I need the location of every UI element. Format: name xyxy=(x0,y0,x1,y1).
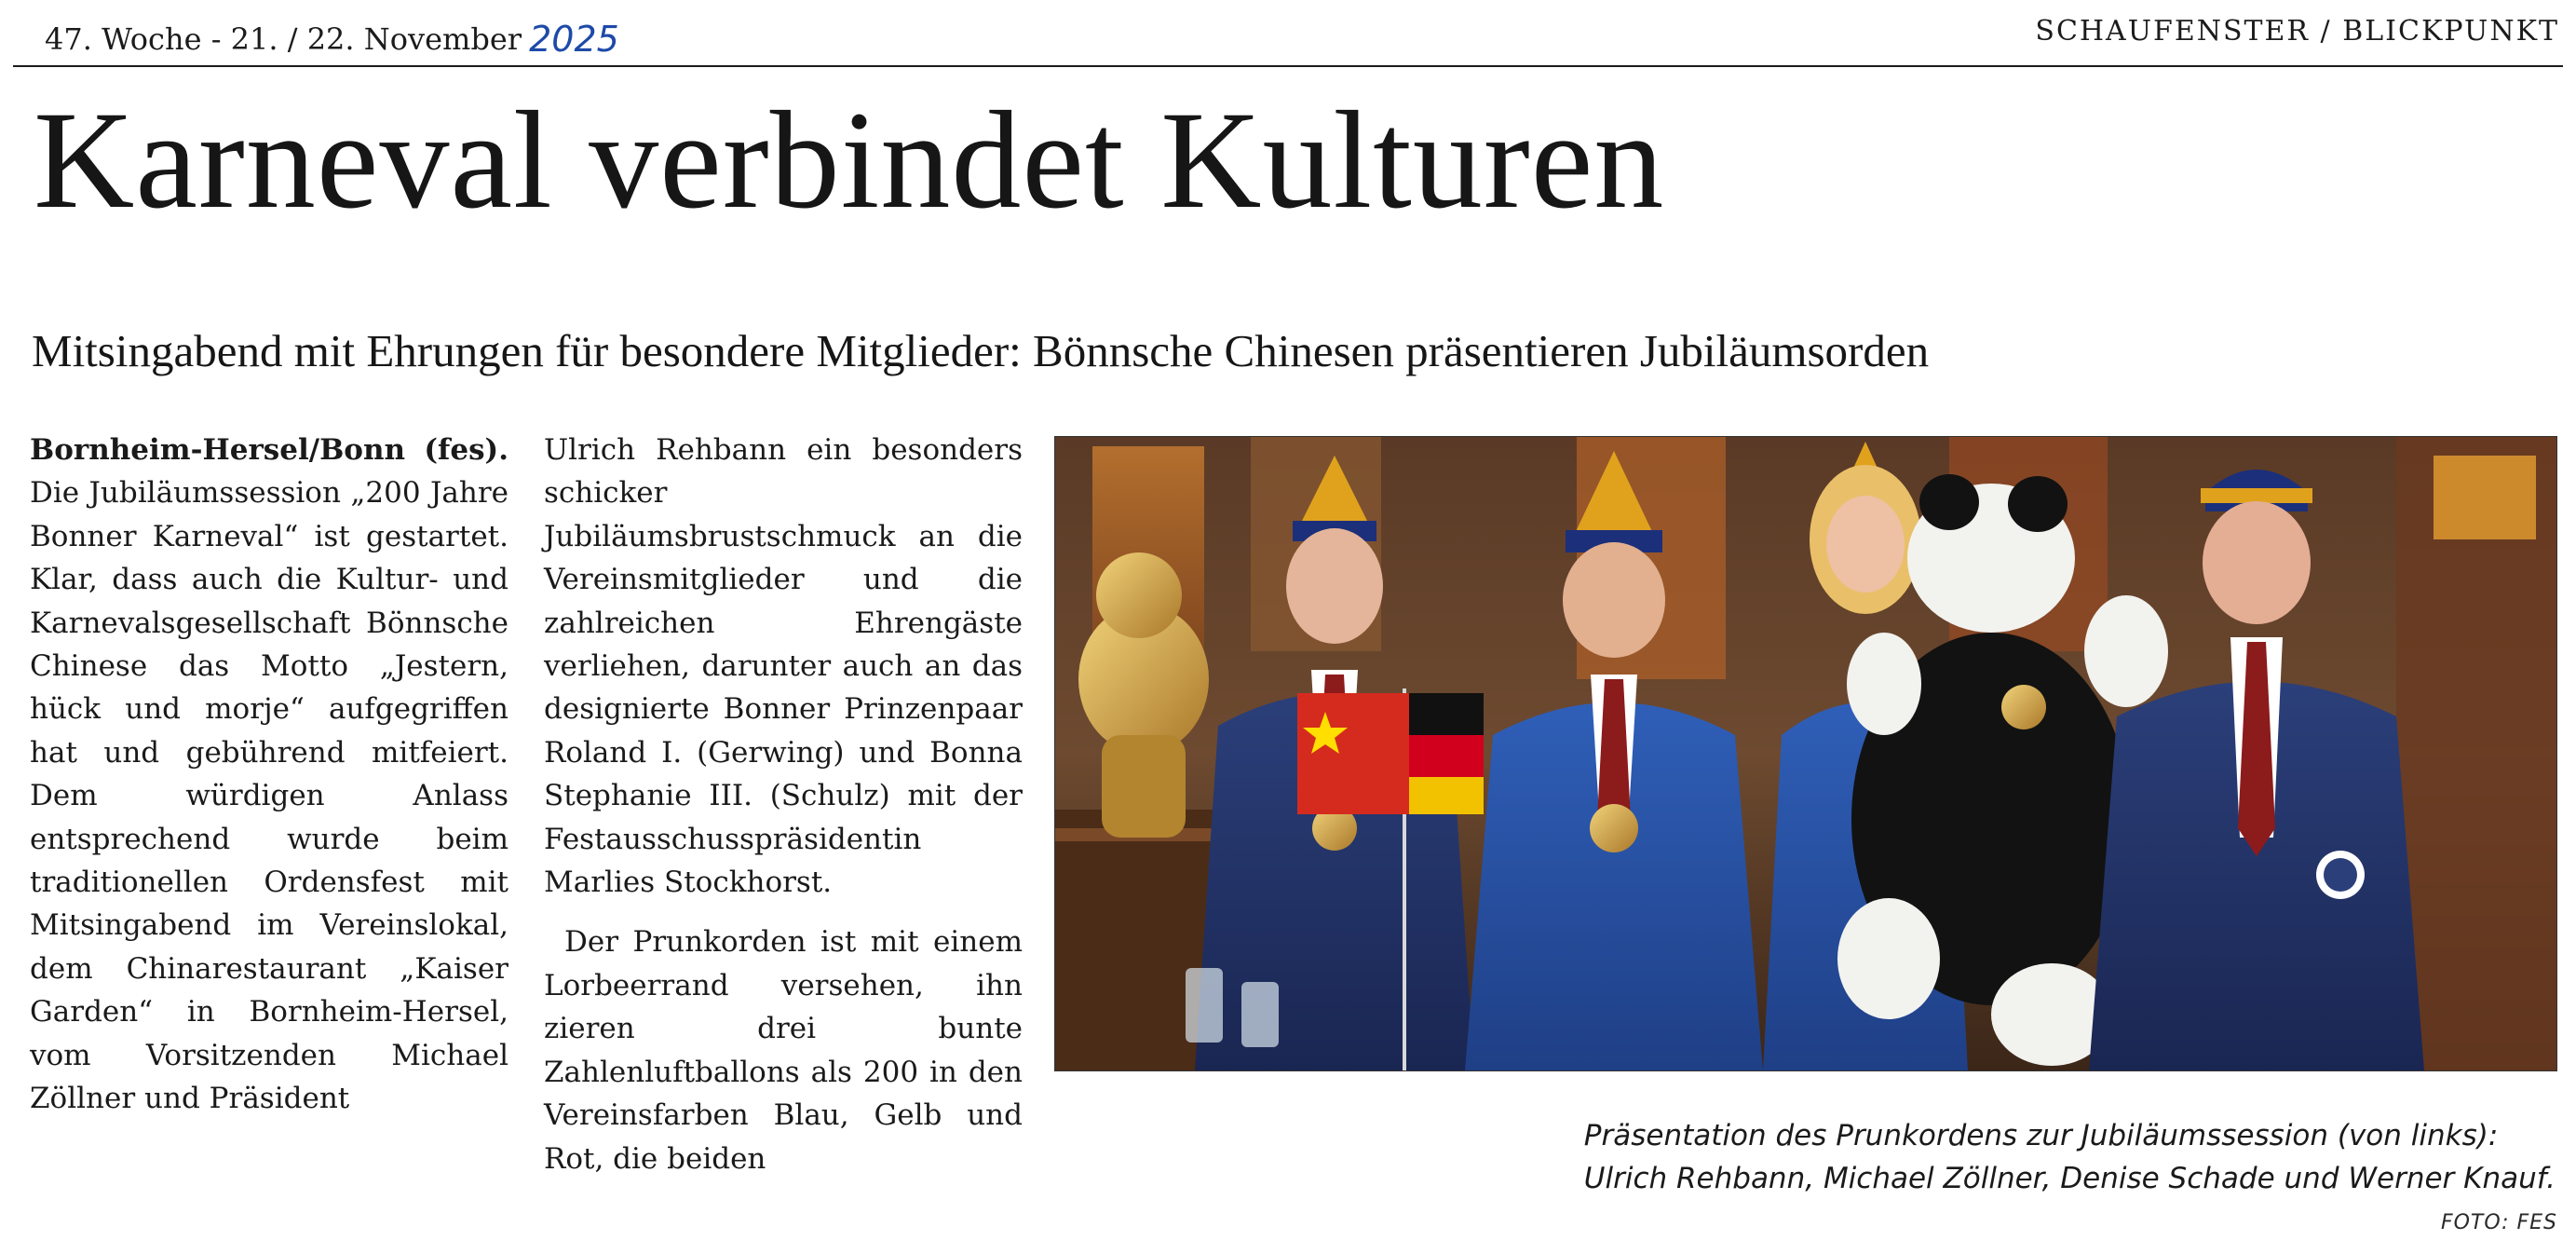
headline: Karneval verbindet Kulturen xyxy=(34,83,1665,238)
column-2-paragraph-2: Der Prunkorden ist mit einem Lorbeerrand versehen, ihn zieren drei bunte Zahlenluftballons als 200 in den Vereinsfarben Blau, Gelb und Rot, die beiden xyxy=(544,925,1023,1176)
caption-line-1: Präsentation des Prunkordens zur Jubiläumssession (von links): xyxy=(1583,1119,2499,1152)
photo-caption xyxy=(1584,1114,2556,1200)
article-column-1 xyxy=(30,429,508,1121)
handwritten-year: 2025 xyxy=(529,19,619,60)
germany-flag xyxy=(1409,693,1484,735)
caption-line-2: Ulrich Rehbann, Michael Zöllner, Denise Schade und Werner Knauf. xyxy=(1583,1162,2556,1195)
issue-line-text: 47. Woche - 21. / 22. November xyxy=(45,21,522,57)
section-label: SCHAUFENSTER / BLICKPUNKT xyxy=(2035,15,2559,48)
issue-date-line xyxy=(45,17,619,58)
header-rule xyxy=(13,65,2563,67)
photo-illustration xyxy=(1055,437,2556,1070)
column-2-paragraph-1: Ulrich Rehbann ein besonders schicker Jubiläumsbrustschmuck an die Vereinsmitglieder und die zahlreichen Ehrengäste verliehen, darunter auch an das designierte Bonner Prinzenpaar Roland I. (Gerwing) und Bonna Stephanie III. (Schulz) mit der Festausschusspräsidentin Marlies Stockhorst. xyxy=(544,433,1023,900)
article-column-2 xyxy=(544,429,1023,1180)
photo-credit: FOTO: FES xyxy=(2440,1211,2557,1234)
article-photo xyxy=(1054,436,2557,1071)
subheadline: Mitsingabend mit Ehrungen für besondere Mitglieder: Bönnsche Chinesen präsentieren Jubiläumsorden xyxy=(32,325,1930,376)
dateline: Bornheim-Hersel/Bonn (fes). xyxy=(30,433,508,467)
column-1-body: Die Jubiläumssession „200 Jahre Bonner Karneval“ ist gestartet. Klar, dass auch die Kultur- und Karnevalsgesellschaft Bönnsche Chinese das Motto „Jestern, hück und morje“ aufgegriffen hat und gebührend mitfeiert. Dem würdigen Anlass entsprechend wurde beim traditionellen Ordensfest mit Mitsingabend im Vereinslokal, dem Chinarestaurant „Kaiser Garden“ in Bornheim-Hersel, vom Vorsitzenden Michael Zöllner und Präsident xyxy=(30,476,508,1116)
